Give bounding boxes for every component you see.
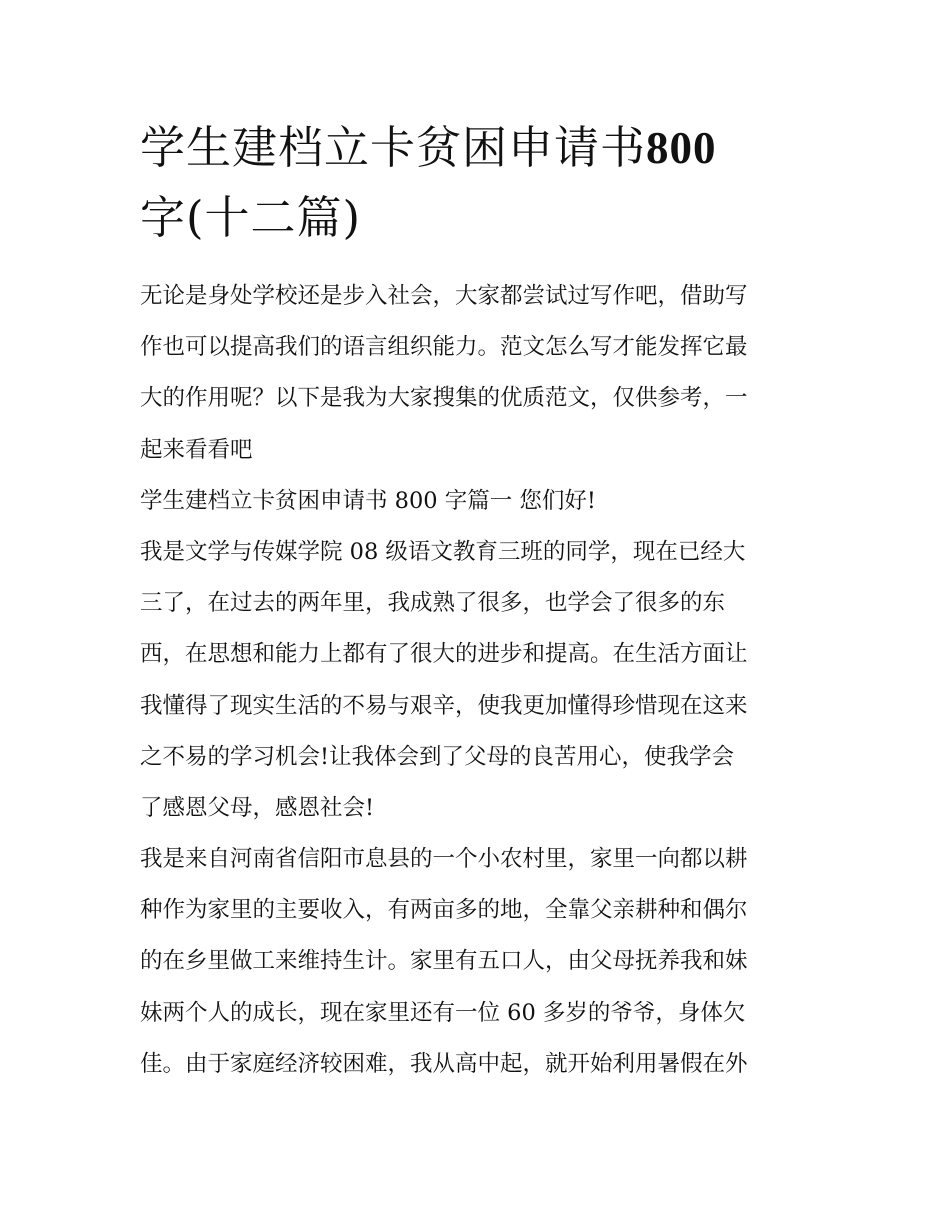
- body-line: 之不易的学习机会!让我体会到了父母的良苦用心，使我学会: [140, 743, 735, 770]
- body-line: 的在乡里做工来维持生计。家里有五口人，由父母抚养我和妹: [140, 948, 748, 975]
- body-line: 种作为家里的主要收入，有两亩多的地，全靠父亲耕种和偶尔: [140, 897, 748, 924]
- body-line: 西，在思想和能力上都有了很大的进步和提高。在生活方面让: [140, 641, 748, 668]
- title-text: 学生建档立卡贫困申请书: [140, 121, 647, 174]
- body-line: 妹两个人的成长，现在家里还有一位 60 多岁的爷爷，身体欠: [140, 999, 746, 1026]
- body-line: 我是文学与传媒学院 08 级语文教育三班的同学，现在已经大: [140, 538, 746, 565]
- body-line: 起来看看吧: [140, 436, 253, 463]
- body-line: 我懂得了现实生活的不易与艰辛，使我更加懂得珍惜现在这来: [140, 692, 748, 719]
- document-body: [140, 271, 818, 1090]
- body-line: 佳。由于家庭经济较困难，我从高中起，就开始利用暑假在外: [140, 1050, 748, 1077]
- body-line: 了感恩父母，感恩社会!: [140, 794, 375, 821]
- section-heading-line: 学生建档立卡贫困申请书 800 字篇一 您们好!: [140, 487, 596, 514]
- body-line: 无论是身处学校还是步入社会，大家都尝试过写作吧，借助写: [140, 283, 748, 309]
- body-line: 三了，在过去的两年里，我成熟了很多，也学会了很多的东: [140, 590, 726, 617]
- body-line: 我是来自河南省信阳市息县的一个小农村里，家里一向都以耕: [140, 846, 748, 873]
- body-line: 作也可以提高我们的语言组织能力。范文怎么写才能发挥它最: [140, 334, 748, 361]
- title-number: 800: [646, 123, 717, 173]
- body-line: 大的作用呢？以下是我为大家搜集的优质范文，仅供参考，一: [140, 385, 748, 412]
- title-subtitle: 字(十二篇): [140, 191, 362, 244]
- document-title: [140, 113, 820, 253]
